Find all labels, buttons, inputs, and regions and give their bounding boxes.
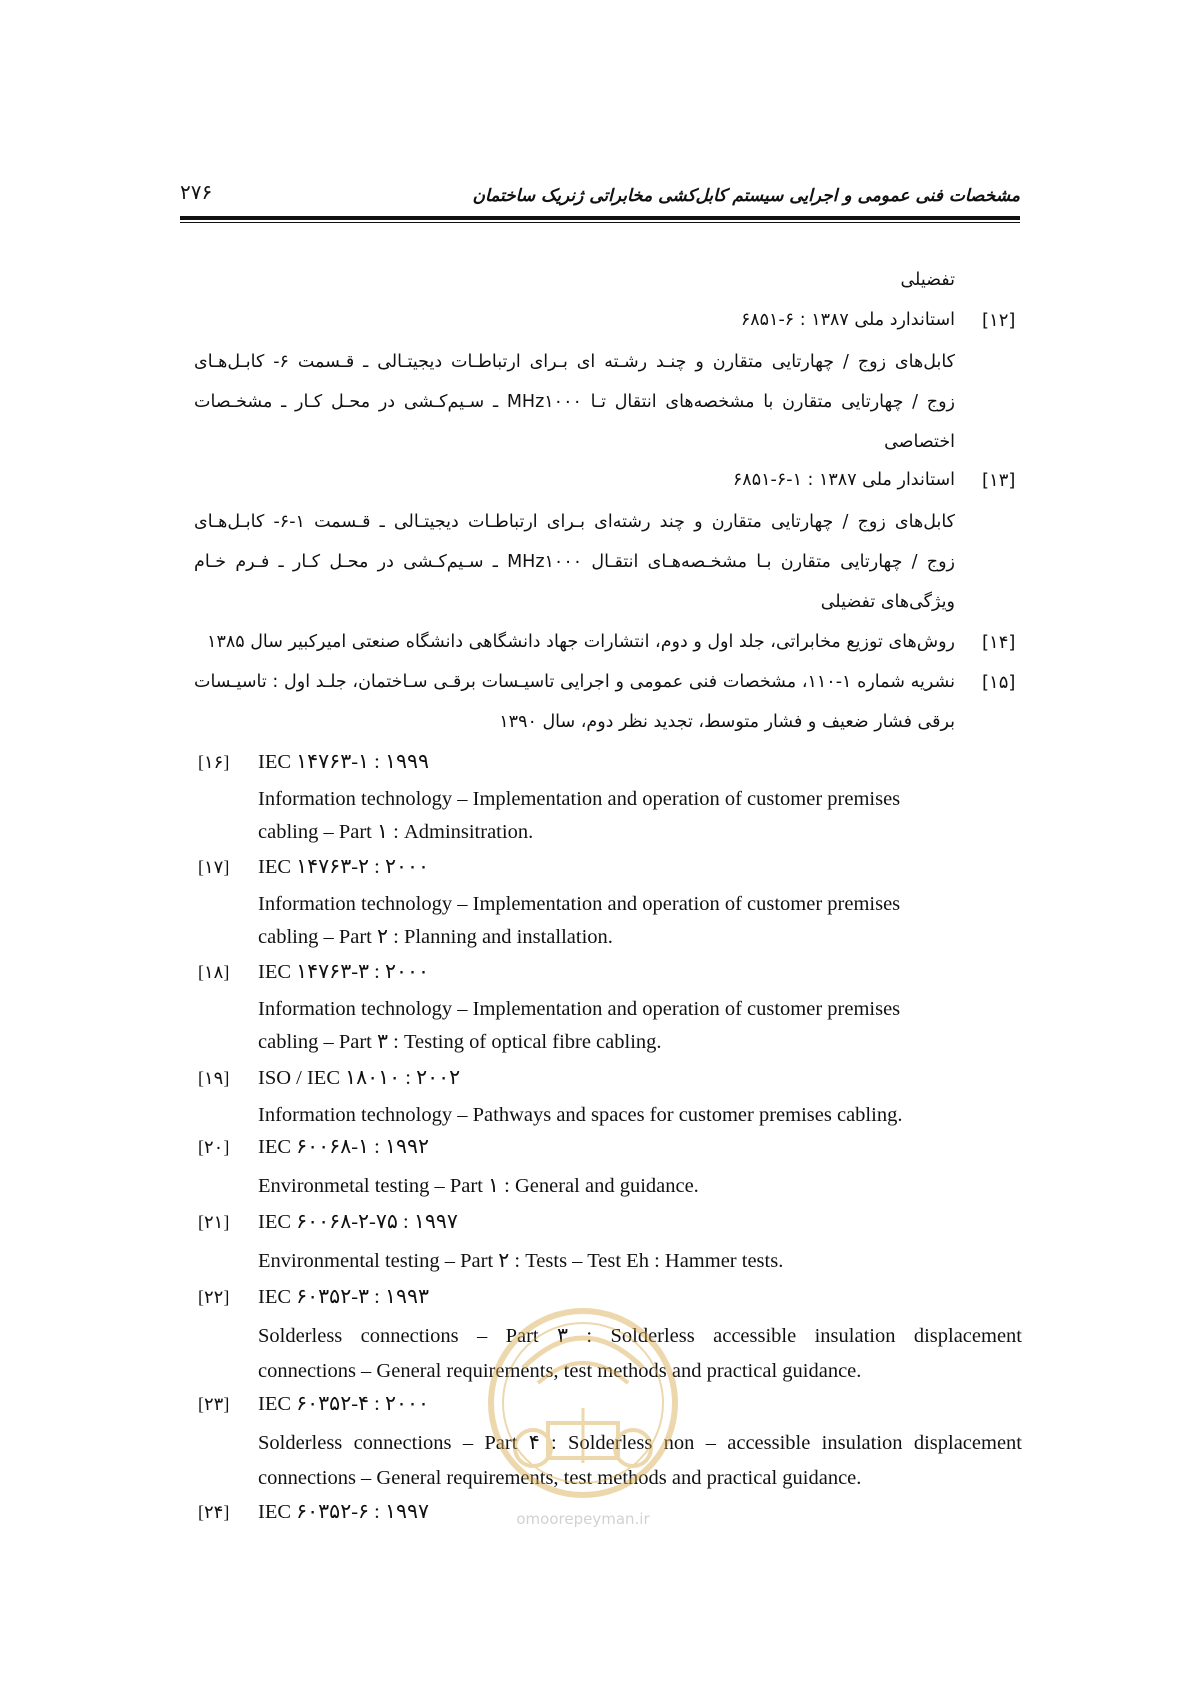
ref-number-18: [۱۸] <box>198 962 230 982</box>
ref-12-heading: استاندارد ملی ۱۳۸۷ : ۶-۶۸۵۱ <box>740 310 955 330</box>
ref-15-line-1: نشریه شماره ۱-۱۱۰، مشخصات فنی عمومی و اجرایی تاسیـسات برقـی سـاختمان، جلـد اول : تاسیـسات <box>194 672 955 692</box>
ref-number-16: [۱۶] <box>198 752 230 772</box>
running-title: مشخصات فنی عمومی و اجرایی سیستم کابل‌کشی مخابراتی ژنریک ساختمان <box>472 186 1020 206</box>
ref-19-code: ISO / IEC ۱۸۰۱۰ : ۲۰۰۲ <box>258 1067 461 1089</box>
ref-23-line-2: connections – General requirements, test methods and practical guidance. <box>258 1467 862 1489</box>
ref-number-20: [۲۰] <box>198 1137 230 1157</box>
ref-13-line-1: کابل‌های زوج / چهارتایی متقارن و چند رشته‌ای بـرای ارتباطـات دیجیتـالی ـ قـسمت ۱-۶- کابـل‌هـای <box>194 512 955 532</box>
ref-16-line-1: Information technology – Implementation and operation of customer premises <box>258 788 901 810</box>
ref-22-line-2: connections – General requirements, test methods and practical guidance. <box>258 1360 862 1382</box>
watermark-url: omoorepeyman.ir <box>516 1510 650 1528</box>
header-rule-thin <box>180 222 1020 223</box>
page-number: ۲۷۶ <box>180 180 213 204</box>
ref-22-code: IEC ۶۰۳۵۲-۳ : ۱۹۹۳ <box>258 1286 430 1308</box>
ref-14-text: روش‌های توزیع مخابراتی، جلد اول و دوم، انتشارات جهاد دانشگاهی دانشگاه صنعتی امیرکبیر سال ۱۳۸۵ <box>207 632 955 652</box>
ref-15-line-2: برقی فشار ضعیف و فشار متوسط، تجدید نظر دوم، سال ۱۳۹۰ <box>499 712 955 732</box>
ref-number-24: [۲۴] <box>198 1502 230 1522</box>
ref-19-line-1: Information technology – Pathways and spaces for customer premises cabling. <box>258 1104 903 1126</box>
ref-18-line-2: cabling – Part ۳ : Testing of optical fibre cabling. <box>258 1031 662 1053</box>
ref-number-13: [۱۳] <box>982 470 1016 491</box>
ref-number-15: [۱۵] <box>982 672 1016 693</box>
ref-22-line-1: Solderless connections – Part ۳ : Solderless accessible insulation displacement <box>258 1325 1022 1347</box>
ref-number-22: [۲۲] <box>198 1287 230 1307</box>
ref-18-line-1: Information technology – Implementation and operation of customer premises <box>258 998 901 1020</box>
ref-23-line-1: Solderless connections – Part ۴ : Solderless non – accessible insulation displacement <box>258 1432 1022 1454</box>
ref-17-code: IEC ۱۴۷۶۳-۲ : ۲۰۰۰ <box>258 856 430 878</box>
ref-21-code: IEC ۶۰۰۶۸-۲-۷۵ : ۱۹۹۷ <box>258 1211 458 1233</box>
ref-21-line-1: Environmental testing – Part ۲ : Tests – Test Eh : Hammer tests. <box>258 1250 784 1272</box>
ref-number-14: [۱۴] <box>982 632 1016 653</box>
ref-number-21: [۲۱] <box>198 1212 230 1232</box>
ref-16-line-2: cabling – Part ۱ : Adminsitration. <box>258 821 534 843</box>
ref-number-12: [۱۲] <box>982 310 1016 331</box>
ref-18-code: IEC ۱۴۷۶۳-۳ : ۲۰۰۰ <box>258 961 430 983</box>
ref-13-line-3: ویژگی‌های تفضیلی <box>820 592 955 612</box>
ref-17-line-1: Information technology – Implementation and operation of customer premises <box>258 893 901 915</box>
watermark-emblem-icon <box>478 1288 688 1503</box>
ref-12-line-2: زوج / چهارتایی متقارن با مشخصه‌های انتقال تـا MHz۱۰۰۰ ـ سـیم‌کـشی در محـل کـار ـ مشخـصات <box>194 392 955 412</box>
ref-12-line-1: کابل‌های زوج / چهارتایی متقارن و چنـد رشـته ای بـرای ارتباطـات دیجیتـالی ـ قـسمت ۶- کابـل‌هـای <box>194 352 955 372</box>
continued-text: تفضیلی <box>900 270 955 290</box>
ref-23-code: IEC ۶۰۳۵۲-۴ : ۲۰۰۰ <box>258 1393 430 1415</box>
ref-24-code: IEC ۶۰۳۵۲-۶ : ۱۹۹۷ <box>258 1501 430 1523</box>
ref-13-line-2: زوج / چهارتایی متقارن بـا مشخـصه‌هـای انتقـال MHz۱۰۰۰ ـ سـیم‌کـشی در محـل کـار ـ فـرم خـام <box>194 552 955 572</box>
ref-20-line-1: Environmetal testing – Part ۱ : General and guidance. <box>258 1175 699 1197</box>
page-header <box>180 180 1020 220</box>
ref-16-code: IEC ۱۴۷۶۳-۱ : ۱۹۹۹ <box>258 751 430 773</box>
header-rule-thick <box>180 216 1020 220</box>
ref-number-19: [۱۹] <box>198 1068 230 1088</box>
ref-13-heading: استاندار ملی ۱۳۸۷ : ۱-۶-۶۸۵۱ <box>732 470 955 490</box>
ref-12-line-3: اختصاصی <box>884 432 955 452</box>
ref-20-code: IEC ۶۰۰۶۸-۱ : ۱۹۹۲ <box>258 1136 430 1158</box>
watermark-logo <box>478 1288 688 1528</box>
ref-number-17: [۱۷] <box>198 857 230 877</box>
ref-number-23: [۲۳] <box>198 1394 230 1414</box>
ref-17-line-2: cabling – Part ۲ : Planning and installation. <box>258 926 613 948</box>
